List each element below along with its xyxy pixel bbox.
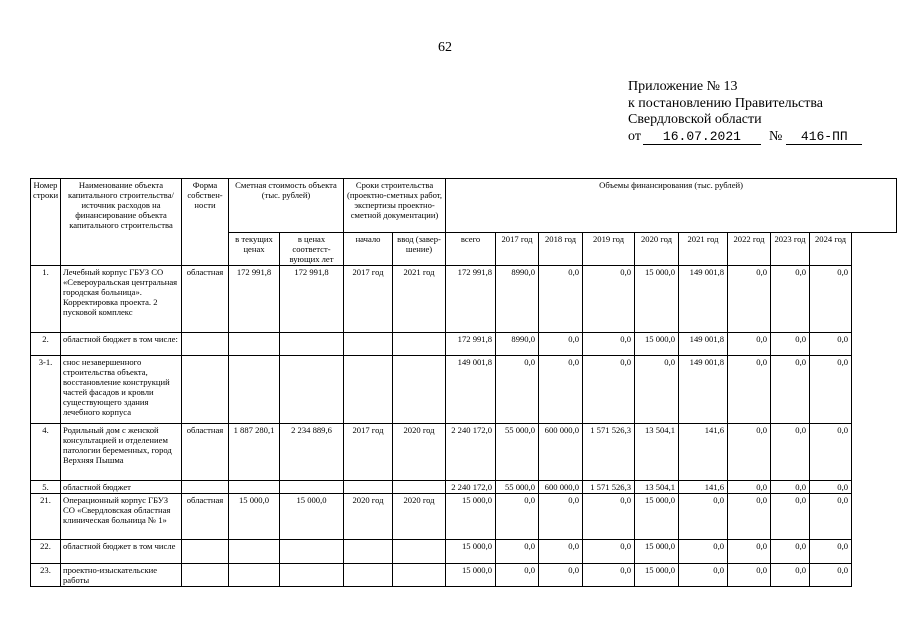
row-year-value: 15 000,0 — [635, 564, 679, 587]
header-cost-years: в ценах соответст-вующих лет — [280, 233, 344, 266]
row-cost-years — [280, 356, 344, 424]
row-year-value: 149 001,8 — [679, 356, 728, 424]
row-year-value: 0,0 — [810, 424, 852, 481]
row-ownership — [182, 540, 229, 564]
financing-table — [30, 178, 897, 587]
row-ownership: областная — [182, 266, 229, 333]
row-number: 2. — [31, 333, 61, 356]
row-year-value: 0,0 — [771, 494, 810, 540]
row-year-value: 0,0 — [810, 333, 852, 356]
row-year-value: 141,6 — [679, 424, 728, 481]
row-number: 3-1. — [31, 356, 61, 424]
row-year-value: 15 000,0 — [635, 266, 679, 333]
header-total: всего — [446, 233, 496, 266]
row-year-value: 0,0 — [539, 564, 583, 587]
header-start: начало — [344, 233, 393, 266]
row-year-value: 0,0 — [496, 494, 539, 540]
table-row — [31, 481, 897, 494]
row-year-value: 0,0 — [771, 266, 810, 333]
row-year-value: 0,0 — [810, 356, 852, 424]
header-cost-current: в текущих ценах — [229, 233, 280, 266]
row-total: 172 991,8 — [446, 333, 496, 356]
row-year-value: 0,0 — [771, 424, 810, 481]
row-start — [344, 564, 393, 587]
row-start — [344, 356, 393, 424]
row-cost-years: 2 234 889,6 — [280, 424, 344, 481]
row-start: 2017 год — [344, 266, 393, 333]
appendix-header — [628, 79, 862, 145]
header-year: 2021 год — [679, 233, 728, 266]
row-year-value: 0,0 — [539, 540, 583, 564]
row-total: 15 000,0 — [446, 564, 496, 587]
row-cost-current: 172 991,8 — [229, 266, 280, 333]
row-ownership — [182, 564, 229, 587]
row-number: 21. — [31, 494, 61, 540]
row-year-value: 0,0 — [539, 333, 583, 356]
row-start — [344, 481, 393, 494]
row-name: областной бюджет в том числе — [61, 540, 182, 564]
row-cost-years — [280, 540, 344, 564]
row-end — [393, 481, 446, 494]
row-total: 2 240 172,0 — [446, 424, 496, 481]
row-year-value: 149 001,8 — [679, 266, 728, 333]
row-total: 172 991,8 — [446, 266, 496, 333]
row-year-value: 0,0 — [679, 540, 728, 564]
row-year-value: 0,0 — [771, 481, 810, 494]
header-year: 2019 год — [583, 233, 635, 266]
row-year-value: 0,0 — [728, 424, 771, 481]
row-number: 4. — [31, 424, 61, 481]
row-cost-current: 15 000,0 — [229, 494, 280, 540]
row-year-value: 13 504,1 — [635, 424, 679, 481]
header-end: ввод (завер-шение) — [393, 233, 446, 266]
row-year-value: 0,0 — [496, 540, 539, 564]
row-year-value: 0,0 — [728, 494, 771, 540]
row-year-value: 0,0 — [635, 356, 679, 424]
date-prefix: от — [628, 128, 641, 144]
header-year: 2017 год — [496, 233, 539, 266]
row-year-value: 1 571 526,3 — [583, 424, 635, 481]
row-year-value: 0,0 — [810, 481, 852, 494]
row-name: проектно-изыскательские работы — [61, 564, 182, 587]
row-year-value: 0,0 — [583, 540, 635, 564]
row-number: 23. — [31, 564, 61, 587]
page-number: 62 — [438, 40, 452, 55]
row-year-value: 149 001,8 — [679, 333, 728, 356]
row-year-value: 55 000,0 — [496, 424, 539, 481]
row-year-value: 0,0 — [728, 266, 771, 333]
row-cost-years — [280, 481, 344, 494]
row-year-value: 0,0 — [583, 333, 635, 356]
row-year-value: 0,0 — [539, 266, 583, 333]
row-year-value: 0,0 — [728, 333, 771, 356]
row-year-value: 0,0 — [771, 540, 810, 564]
row-number: 1. — [31, 266, 61, 333]
row-cost-current — [229, 333, 280, 356]
row-year-value: 600 000,0 — [539, 481, 583, 494]
header-year: 2022 год — [728, 233, 771, 266]
header-ownership: Форма собствен-ности — [182, 179, 229, 266]
row-end — [393, 356, 446, 424]
row-year-value: 0,0 — [583, 356, 635, 424]
row-cost-years: 15 000,0 — [280, 494, 344, 540]
resolution-number: 416-ПП — [786, 130, 862, 145]
header-object-name: Наименование объекта капитального строительства/ источник расходов на финансирование объекта капитального строительства — [61, 179, 182, 266]
header-year: 2020 год — [635, 233, 679, 266]
row-end — [393, 564, 446, 587]
row-start: 2020 год — [344, 494, 393, 540]
header-year: 2024 год — [810, 233, 852, 266]
row-year-value: 0,0 — [771, 333, 810, 356]
row-year-value: 0,0 — [583, 494, 635, 540]
row-year-value: 600 000,0 — [539, 424, 583, 481]
row-end: 2021 год — [393, 266, 446, 333]
row-ownership: областная — [182, 424, 229, 481]
row-number: 22. — [31, 540, 61, 564]
row-end: 2020 год — [393, 494, 446, 540]
row-year-value: 0,0 — [728, 540, 771, 564]
table-row — [31, 356, 897, 424]
row-year-value: 0,0 — [539, 356, 583, 424]
resolution-date: 16.07.2021 — [643, 130, 761, 145]
appendix-date-line — [628, 129, 862, 146]
row-year-value: 0,0 — [496, 356, 539, 424]
header-row-number: Номер строки — [31, 179, 61, 266]
table-row — [31, 333, 897, 356]
row-year-value: 55 000,0 — [496, 481, 539, 494]
row-year-value: 0,0 — [771, 564, 810, 587]
row-year-value: 0,0 — [810, 494, 852, 540]
row-year-value: 0,0 — [771, 356, 810, 424]
header-year: 2018 год — [539, 233, 583, 266]
row-name: Лечебный корпус ГБУЗ СО «Североуральская центральная городская больница». Корректировка проекта. 2 пусковой комплекс — [61, 266, 182, 333]
table-row — [31, 494, 897, 540]
row-end — [393, 540, 446, 564]
appendix-resolution: к постановлению Правительства — [628, 95, 824, 111]
row-cost-years — [280, 333, 344, 356]
row-ownership — [182, 481, 229, 494]
row-year-value: 15 000,0 — [635, 540, 679, 564]
row-year-value: 0,0 — [810, 564, 852, 587]
number-prefix: № — [768, 128, 783, 144]
row-year-value: 1 571 526,3 — [583, 481, 635, 494]
row-cost-years — [280, 564, 344, 587]
row-start — [344, 540, 393, 564]
row-year-value: 0,0 — [583, 564, 635, 587]
row-year-value: 0,0 — [539, 494, 583, 540]
header-estimated-cost: Сметная стоимость объекта (тыс. рублей) — [229, 179, 344, 233]
row-year-value: 8990,0 — [496, 266, 539, 333]
row-year-value: 0,0 — [728, 564, 771, 587]
appendix-title: Приложение № 13 — [628, 79, 738, 94]
header-financing-volumes: Объемы финансирования (тыс. рублей) — [446, 179, 897, 233]
table-row — [31, 424, 897, 481]
row-year-value: 15 000,0 — [635, 333, 679, 356]
table-row — [31, 540, 897, 564]
row-year-value: 0,0 — [810, 266, 852, 333]
header-row-1 — [31, 179, 897, 233]
table-row — [31, 564, 897, 587]
row-end — [393, 333, 446, 356]
row-cost-current — [229, 356, 280, 424]
row-ownership: областная — [182, 494, 229, 540]
row-cost-current: 1 887 280,1 — [229, 424, 280, 481]
row-year-value: 0,0 — [679, 564, 728, 587]
row-year-value: 0,0 — [728, 356, 771, 424]
row-year-value: 8990,0 — [496, 333, 539, 356]
row-year-value: 141,6 — [679, 481, 728, 494]
row-end: 2020 год — [393, 424, 446, 481]
row-year-value: 0,0 — [679, 494, 728, 540]
row-year-value: 0,0 — [810, 540, 852, 564]
row-total: 149 001,8 — [446, 356, 496, 424]
row-cost-current — [229, 540, 280, 564]
row-ownership — [182, 333, 229, 356]
row-ownership — [182, 356, 229, 424]
row-cost-current — [229, 481, 280, 494]
row-name: Родильный дом с женской консультацией и отделением патологии беременных, город Верхняя Пышма — [61, 424, 182, 481]
appendix-region: Свердловской области — [628, 112, 762, 127]
row-name: областной бюджет — [61, 481, 182, 494]
row-name: областной бюджет в том числе: — [61, 333, 182, 356]
row-number: 5. — [31, 481, 61, 494]
header-year: 2023 год — [771, 233, 810, 266]
row-total: 15 000,0 — [446, 540, 496, 564]
row-name: снос незавершенного строительства объекта, восстановление конструкций частей фасадов и кровли существующего здания лечебного корпуса — [61, 356, 182, 424]
row-total: 2 240 172,0 — [446, 481, 496, 494]
row-cost-years: 172 991,8 — [280, 266, 344, 333]
row-year-value: 0,0 — [583, 266, 635, 333]
row-year-value: 13 504,1 — [635, 481, 679, 494]
header-construction-terms: Сроки строительства (проектно-сметных работ, экспертизы проектно-сметной документации) — [344, 179, 446, 233]
row-year-value: 0,0 — [728, 481, 771, 494]
row-start: 2017 год — [344, 424, 393, 481]
row-name: Операционный корпус ГБУЗ СО «Свердловская областная клиническая больница № 1» — [61, 494, 182, 540]
table-row — [31, 266, 897, 333]
row-start — [344, 333, 393, 356]
row-year-value: 15 000,0 — [635, 494, 679, 540]
row-cost-current — [229, 564, 280, 587]
row-year-value: 0,0 — [496, 564, 539, 587]
row-total: 15 000,0 — [446, 494, 496, 540]
